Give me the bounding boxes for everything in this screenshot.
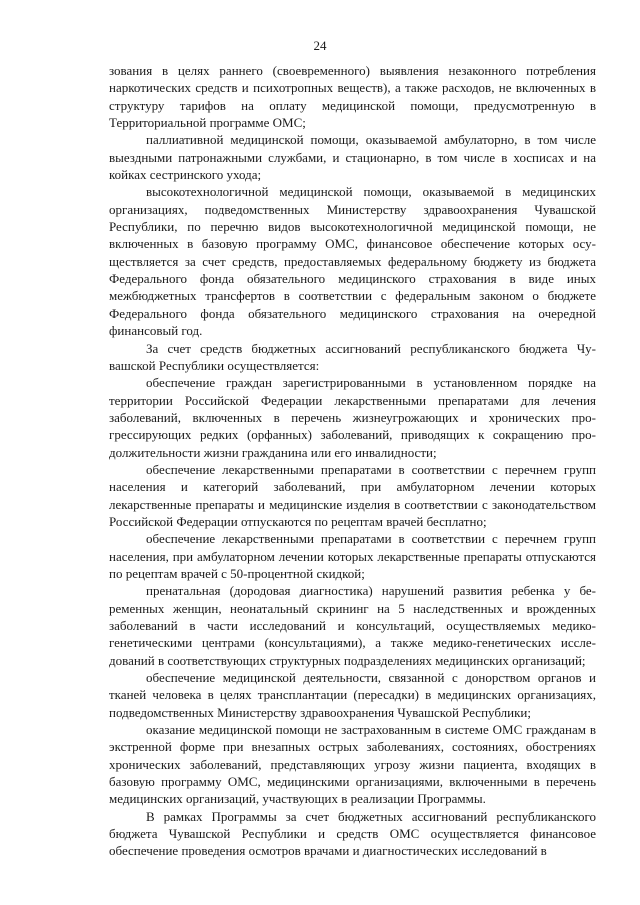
- paragraph-high-tech-care: высокотехнологичной медицинской помощи, оказываемой в медицинских организациях, подведомственных Министерству здравоохранения Чувашской Республики, по перечню видов высокотехнологичной медицинской помощи, не включенных в базовую программу ОМС, финансовое обеспечение которых осуществляется за счет средств, предоставляемых федеральному бюджету из бюджета Федерального фонда обязательного медицинского страхования в виде иных межбюджетных трансфертов в соответствии с федеральным законом о бюджете Федерального фонда обязательного медицинского страхования на очередной финансовый год.: [109, 184, 596, 339]
- paragraph-transplantation: обеспечение медицинской деятельности, связанной с донорством органов и тканей человека в целях трансплантации (пересадки) в медицинских организациях, подведомственных Министерству здравоохранения Чувашской Республики;: [109, 670, 596, 720]
- paragraph-orphan-drugs: обеспечение граждан зарегистрированными в установленном порядке на территории Российской Федерации лекарственными препаратами для лечения заболеваний, включенных в перечень жизнеугрожающих и хронических прогрессирующих редких (орфанных) заболеваний, приводящих к сокращению продолжительности жизни гражданина или его инвалидности;: [109, 375, 596, 460]
- paragraph-continuation: зования в целях раннего (своевременного) выявления незаконного потребления наркотических средств и психотропных веществ), а также расходов, не включенных в структуру тарифов на оплату медицинской помощи, предусмотренную в Территориальной программе ОМС;: [109, 63, 596, 131]
- paragraph-republic-budget-intro: За счет средств бюджетных ассигнований республиканского бюджета Чувашской Республики осуществляется:: [109, 340, 596, 373]
- paragraph-program-financing: В рамках Программы за счет бюджетных ассигнований республиканского бюджета Чувашской Республики и средств ОМС осуществляется финансовое обеспечение проведения осмотров врачами и диагностических исследований в: [109, 808, 596, 859]
- paragraph-discount-prescriptions: обеспечение лекарственными препаратами в соответствии с перечнем групп населения, при амбулаторном лечении которых лекарственные препараты отпускаются по рецептам врачей с 50-процентной скидкой;: [109, 531, 596, 581]
- paragraph-free-prescriptions: обеспечение лекарственными препаратами в соответствии с перечнем групп населения и категорий заболеваний, при амбулаторном лечении которых лекарственные препараты и медицинские изделия в соответствии с законодательством Российской Федерации отпускаются по рецептам врачей бесплатно;: [109, 461, 596, 529]
- paragraph-prenatal-diagnostics: пренатальная (дородовая диагностика) нарушений развития ребенка у беременных женщин, неонатальный скрининг на 5 наследственных и врожденных заболеваний в части исследований и консультаций, осуществляемых медико-генетическими центрами (консультациями), а также медико-генетических исследований в соответствующих структурных подразделениях медицинских организаций;: [109, 583, 596, 668]
- paragraph-palliative-care: паллиативной медицинской помощи, оказываемой амбулаторно, в том числе выездными патронажными службами, и стационарно, в том числе в хосписах и на койках сестринского ухода;: [109, 132, 596, 183]
- paragraph-uninsured-care: оказание медицинской помощи не застрахованным в системе ОМС гражданам в экстренной форме при внезапных острых заболеваниях, состояниях, обострениях хронических заболеваний, представляющих угрозу жизни пациента, входящих в базовую программу ОМС, медицинскими организациями, включенными в перечень медицинских организаций, участвующих в реализации Программы.: [109, 722, 596, 807]
- page-number: 24: [313, 38, 327, 53]
- document-body: [109, 62, 596, 860]
